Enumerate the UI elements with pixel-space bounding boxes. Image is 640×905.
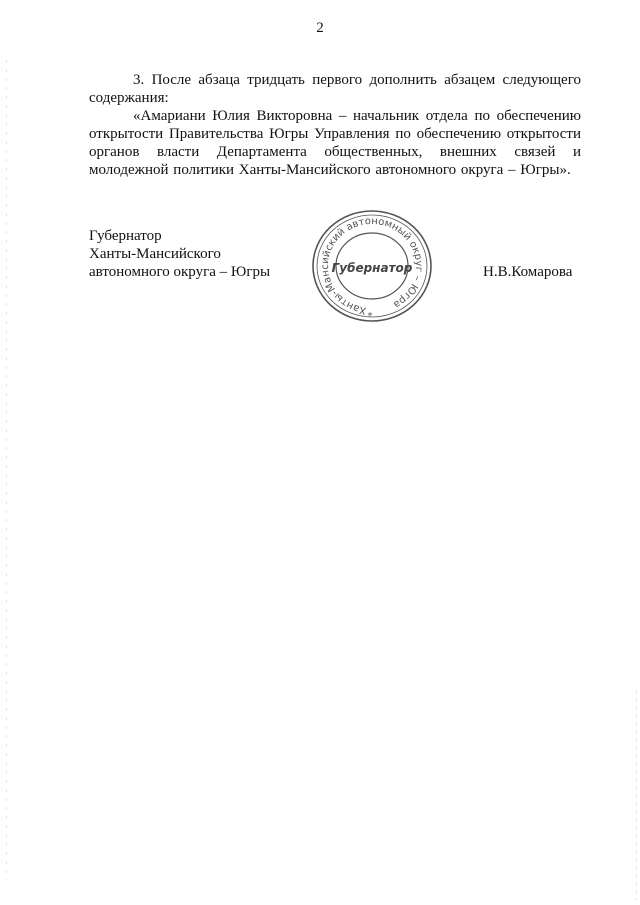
governor-seal <box>308 208 436 328</box>
paragraph-amendment-text: «Амариани Юлия Викторовна – начальник отдела по обеспечению открытости Правительства Югры Управления по обеспечению открытости органов власти Департамента общественных, внешних связей и молодежной политики Ханты-Мансийского автономного округа – Югры». <box>89 108 581 178</box>
seal-center-text: Губернатор <box>331 261 413 275</box>
position-line-3: автономного округа – Югры <box>89 264 271 280</box>
signer-name: Н.В.Комарова <box>483 264 573 280</box>
seal-ring-text: Ханты-Мансийский автономный округ – Югра <box>319 215 425 316</box>
position-line-1: Губернатор <box>89 228 162 244</box>
seal-star-icon: * <box>367 311 373 322</box>
position-line-2: Ханты-Мансийского <box>89 246 221 262</box>
scan-left-edge <box>6 60 7 880</box>
page-number: 2 <box>316 20 324 36</box>
paragraph-amendment-intro: 3. После абзаца тридцать первого дополнить абзацем следующего содержания: <box>89 72 581 106</box>
scan-right-edge <box>636 690 637 900</box>
signature-position <box>89 227 270 281</box>
